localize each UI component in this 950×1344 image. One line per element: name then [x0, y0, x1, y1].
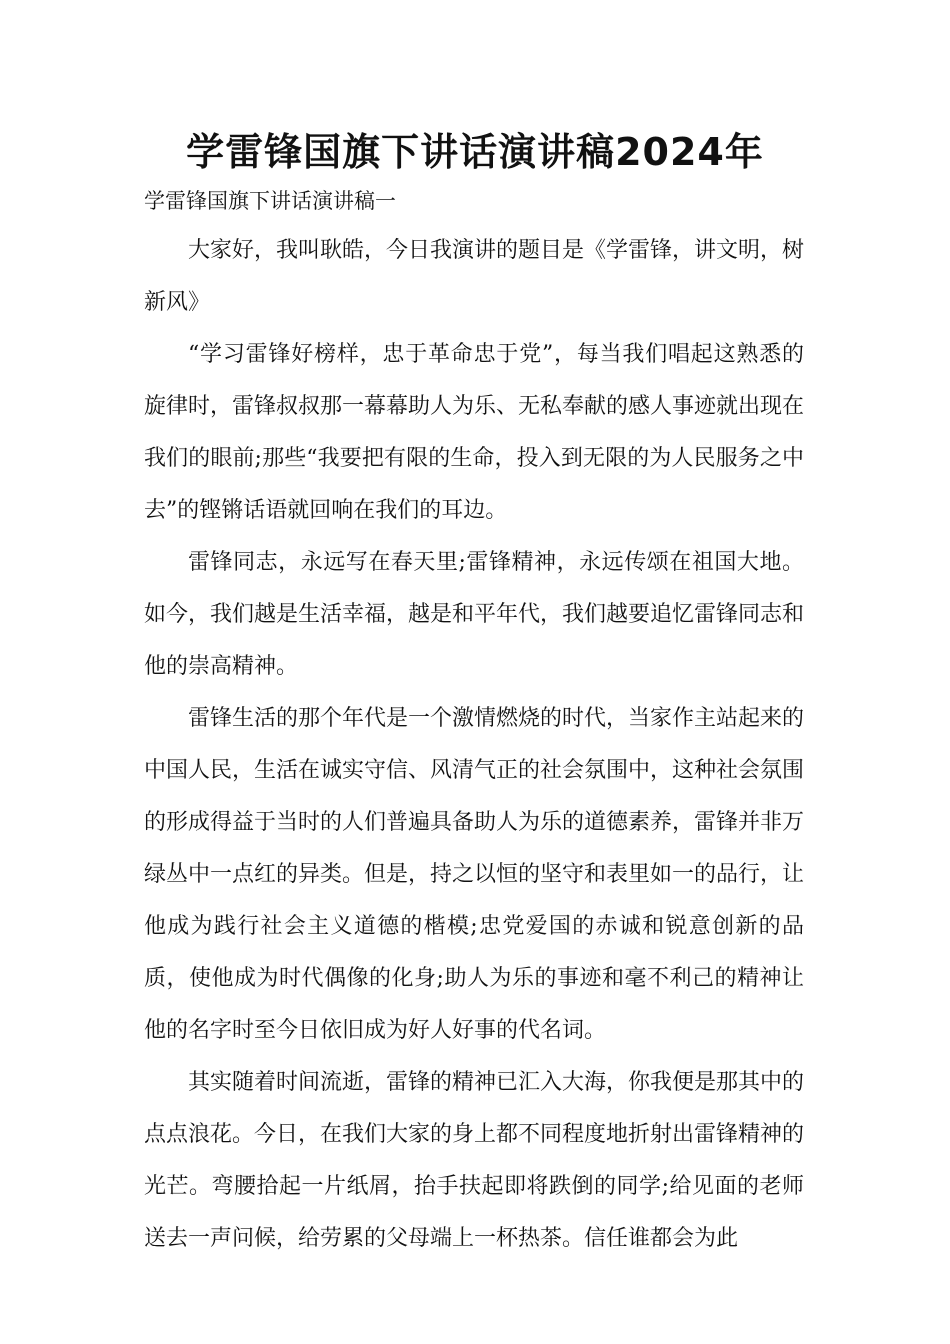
paragraph-2: “学习雷锋好榜样，忠于革命忠于党”，每当我们唱起这熟悉的旋律时，雷锋叔叔那一幕幕助人为乐、无私奉献的感人事迹就出现在我们的眼前;那些“我要把有限的生命，投入到无限的为人民服务之中去”的铿锵话语就回响在我们的耳边。: [144, 342, 805, 523]
document-subtitle: 学雷锋国旗下讲话演讲稿一: [144, 189, 396, 213]
paragraph-4: 雷锋生活的那个年代是一个激情燃烧的时代，当家作主站起来的中国人民，生活在诚实守信、风清气正的社会氛围中，这种社会氛围的形成得益于当时的人们普遍具备助人为乐的道德素养，雷锋并非万绿丛中一点红的异类。但是，持之以恒的坚守和表里如一的品行，让他成为践行社会主义道德的楷模;忠党爱国的赤诚和锐意创新的品质，使他成为时代偶像的化身;助人为乐的事迹和毫不利己的精神让他的名字时至今日依旧成为好人好事的代名词。: [144, 706, 805, 1043]
paragraph-3: 雷锋同志，永远写在春天里;雷锋精神，永远传颂在祖国大地。如今，我们越是生活幸福，越是和平年代，我们越要追忆雷锋同志和他的崇高精神。: [144, 550, 805, 679]
paragraph-1: 大家好，我叫耿皓，今日我演讲的题目是《学雷锋，讲文明，树新风》: [144, 238, 805, 315]
document-body: [144, 225, 804, 1265]
document-title: 学雷锋国旗下讲话演讲稿2024年: [186, 130, 764, 174]
paragraph-5: 其实随着时间流逝，雷锋的精神已汇入大海，你我便是那其中的点点浪花。今日，在我们大家的身上都不同程度地折射出雷锋精神的光芒。弯腰拾起一片纸屑，抬手扶起即将跌倒的同学;给见面的老师送去一声问候，给劳累的父母端上一杯热茶。信任谁都会为此: [144, 1070, 805, 1251]
